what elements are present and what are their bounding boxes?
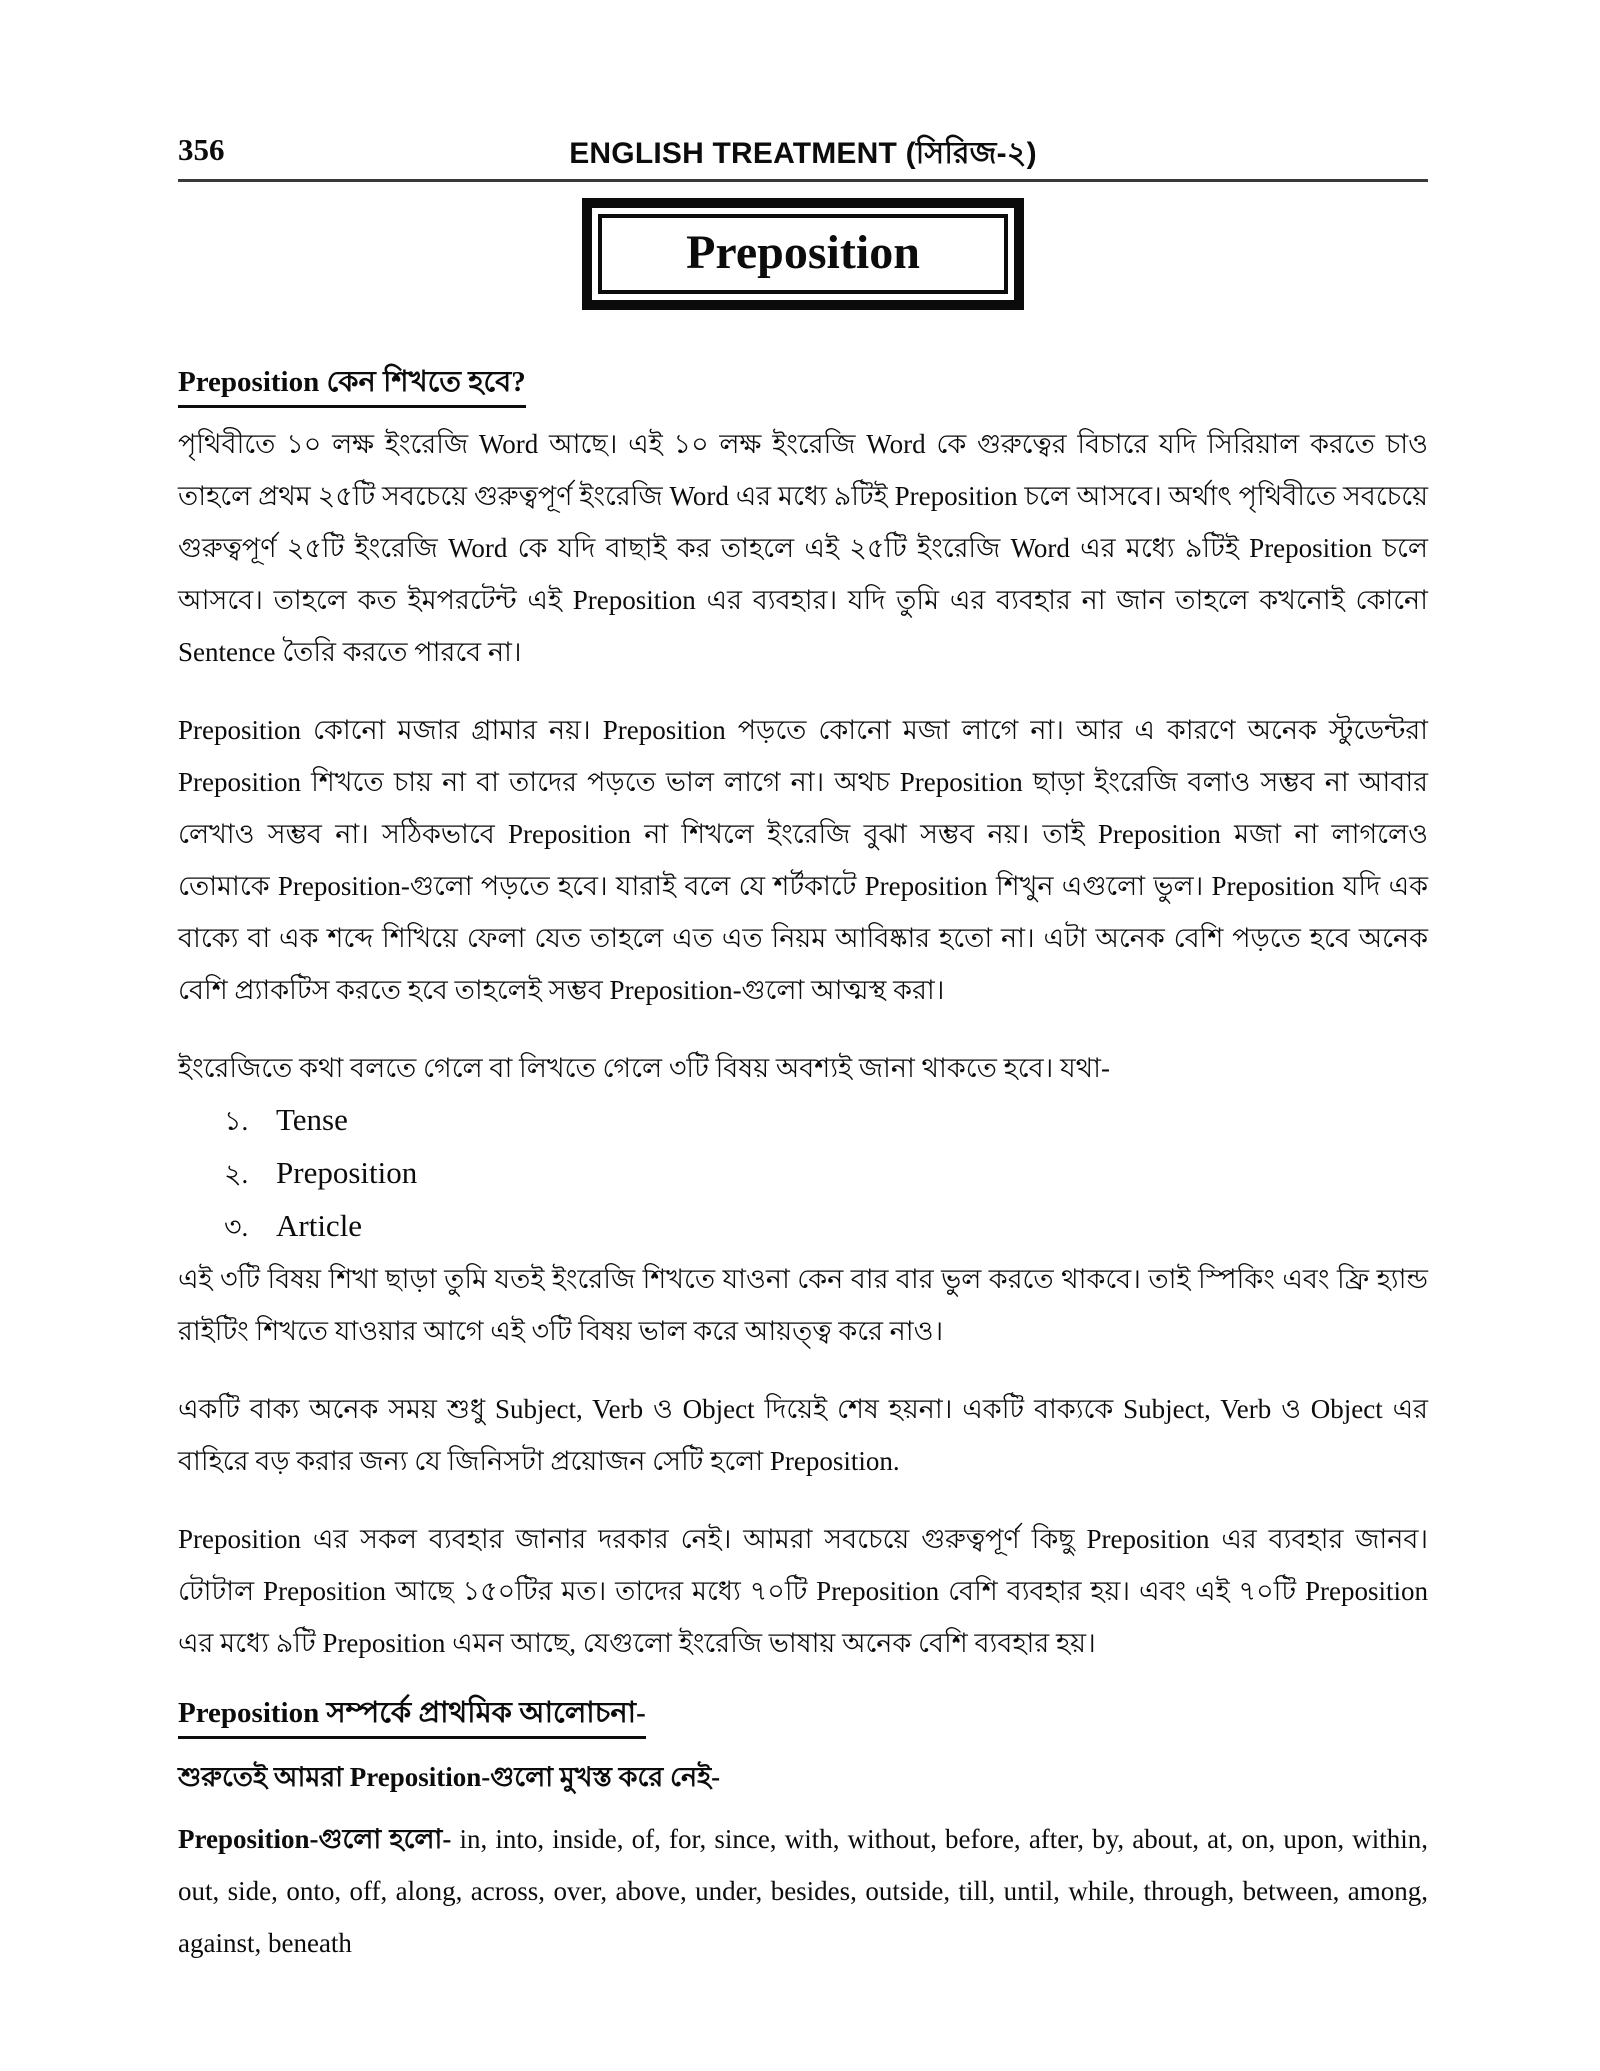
list-item-label: Article	[276, 1208, 363, 1243]
paragraph-not-fun: Preposition কোনো মজার গ্রামার নয়। Preposition পড়তে কোনো মজা লাগে না। আর এ কারণে অনেক স্টুডেন্টরা Preposition শিখতে চায় না বা তাদের পড়তে ভাল লাগে না। অথচ Preposition ছাড়া ইংরেজি বলাও সম্ভব না আবার লেখাও সম্ভব না। সঠিকভাবে Preposition না শিখলে ইংরেজি বুঝা সম্ভব নয়। তাই Preposition মজা না লাগলেও তোমাকে Preposition-গুলো পড়তে হবে। যারাই বলে যে শর্টকাটে Preposition শিখুন এগুলো ভুল। Preposition যদি এক বাক্যে বা এক শব্দে শিখিয়ে ফেলা যেত তাহলে এত এত নিয়ম আবিষ্কার হতো না। এটা অনেক বেশি পড়তে হবে অনেক বেশি প্র্যাকটিস করতে হবে তাহলেই সম্ভব Preposition-গুলো আত্মস্থ করা।	[178, 715, 1428, 1005]
list-item-number: ১.	[224, 1106, 249, 1136]
preposition-list-lead: Preposition-গুলো হলো-	[178, 1824, 452, 1854]
chapter-title-box	[582, 198, 1024, 310]
list-item-number: ২.	[224, 1159, 249, 1189]
section-heading-primer-text: Preposition সম্পর্কে প্রাথমিক আলোচনা-	[178, 1695, 646, 1739]
list-item	[178, 1094, 1428, 1147]
paragraph-preposition-list	[178, 1813, 1428, 1969]
paragraph-three-things-intro: ইংরেজিতে কথা বলতে গেলে বা লিখতে গেলে ৩টি বিষয় অবশ্যই জানা থাকতে হবে। যথা-	[178, 1053, 1110, 1083]
paragraph-svo: একটি বাক্য অনেক সময় শুধু Subject, Verb ও Object দিয়েই শেষ হয়না। একটি বাক্যকে Subject, Verb ও Object এর বাহিরে বড় করার জন্য যে জিনিসটা প্রয়োজন সেটি হলো Preposition.	[178, 1394, 1428, 1476]
section-heading-primer	[178, 1695, 1428, 1739]
list-item-label: Tense	[276, 1102, 348, 1137]
paragraph-three-things-outro: এই ৩টি বিষয় শিখা ছাড়া তুমি যতই ইংরেজি শিখতে যাওনা কেন বার বার ভুল করতে থাকবে। তাই স্পিকিং এবং ফ্রি হ্যান্ড রাইটিং শিখতে যাওয়ার আগে এই ৩টি বিষয় ভাল করে আয়ত্ত্ব করে নাও।	[178, 1264, 1428, 1346]
list-item-label: Preposition	[276, 1155, 418, 1190]
chapter-title-box-inner	[598, 214, 1008, 294]
page-number: 356	[178, 132, 225, 167]
list-item	[178, 1200, 1428, 1253]
paragraph-preposition-count: Preposition এর সকল ব্যবহার জানার দরকার নেই। আমরা সবচেয়ে গুরুত্বপূর্ণ কিছু Preposition এর ব্যবহার জানব। টোটাল Preposition আছে ১৫০টির মত। তাদের মধ্যে ৭০টি Preposition বেশি ব্যবহার হয়। এবং এই ৭০টি Preposition এর মধ্যে ৯টি Preposition এমন আছে, যেগুলো ইংরেজি ভাষায় অনেক বেশি ব্যবহার হয়।	[178, 1524, 1428, 1658]
paragraph-word-count: পৃথিবীতে ১০ লক্ষ ইংরেজি Word আছে। এই ১০ লক্ষ ইংরেজি Word কে গুরুত্বের বিচারে যদি সিরিয়াল করতে চাও তাহলে প্রথম ২৫টি সবচেয়ে গুরুত্বপূর্ণ ইংরেজি Word এর মধ্যে ৯টিই Preposition চলে আসবে। অর্থাৎ পৃথিবীতে সবচেয়ে গুরুত্বপূর্ণ ২৫টি ইংরেজি Word কে যদি বাছাই কর তাহলে এই ২৫টি ইংরেজি Word এর মধ্যে ৯টিই Preposition চলে আসবে। তাহলে কত ইমপরটেন্ট এই Preposition এর ব্যবহার। যদি তুমি এর ব্যবহার না জান তাহলে কখনোই কোনো Sentence তৈরি করতে পারবে না।	[178, 429, 1428, 667]
memorize-line: শুরুতেই আমরা Preposition-গুলো মুখস্ত করে নেই-	[178, 1762, 721, 1792]
preposition-list-words: in, into, inside, of, for, since, with, without, before, after, by, about, at, on, upon, within, out, side, onto, off, along, across, over, above, under, besides, outside, till, until, while, through, between, among, against, beneath	[178, 1824, 1428, 1958]
three-things-list	[178, 1094, 1428, 1253]
header-rule	[178, 179, 1428, 182]
page-header	[178, 0, 1428, 170]
section-heading-why-text: Preposition কেন শিখতে হবে?	[178, 364, 526, 408]
list-item	[178, 1147, 1428, 1200]
section-heading-why	[178, 364, 1428, 408]
list-item-number: ৩.	[224, 1212, 249, 1242]
chapter-title: Preposition	[686, 226, 920, 279]
running-title: ENGLISH TREATMENT (সিরিজ-২)	[569, 137, 1037, 170]
